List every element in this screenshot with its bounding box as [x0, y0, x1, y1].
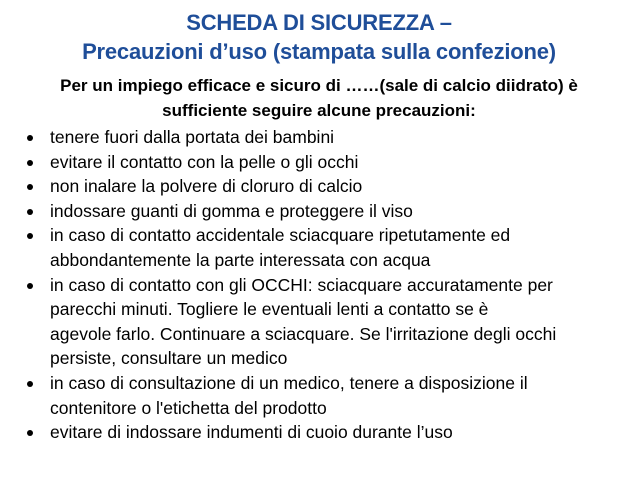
- bullet-icon: [27, 283, 33, 289]
- list-item-text: parecchi minuti. Togliere le eventuali lenti a contatto se è: [50, 299, 489, 320]
- list-item: [24, 223, 624, 272]
- title-line-1: SCHEDA DI SICUREZZA –: [186, 10, 452, 35]
- list-item-text: agevole farlo. Continuare a sciacquare. Se l'irritazione degli occhi: [50, 323, 557, 344]
- list-item-text: tenere fuori dalla portata dei bambini: [50, 127, 335, 147]
- bullet-icon: [27, 209, 33, 215]
- bullet-icon: [27, 184, 33, 190]
- list-item: [24, 420, 624, 445]
- bullet-icon: [27, 160, 33, 166]
- list-item-text: non inalare la polvere di cloruro di calcio: [50, 176, 363, 197]
- bullet-icon: [27, 135, 33, 141]
- bullet-icon: [27, 233, 33, 239]
- list-item-text: contenitore o l'etichetta del prodotto: [50, 397, 327, 418]
- title-line-2: Precauzioni d’uso (stampata sulla confezione): [82, 39, 556, 64]
- list-item: [24, 150, 624, 175]
- bullet-icon: [27, 430, 33, 436]
- precautions-list: [24, 125, 624, 445]
- list-item-text: in caso di consultazione di un medico, tenere a disposizione il: [50, 372, 528, 393]
- bullet-icon: [27, 381, 33, 387]
- slide-subtitle: [14, 73, 624, 123]
- list-item-text: evitare di indossare indumenti di cuoio durante l’uso: [50, 422, 453, 443]
- list-item-text: persiste, consultare un medico: [50, 348, 288, 369]
- slide-title: [10, 8, 628, 66]
- list-item: [24, 199, 624, 224]
- subtitle-line-1: Per un impiego efficace e sicuro di ……(sale di calcio diidrato) è: [60, 76, 578, 95]
- list-item-text: in caso di contatto con gli OCCHI: sciacquare accuratamente per: [50, 274, 553, 295]
- subtitle-line-2: sufficiente seguire alcune precauzioni:: [162, 101, 476, 120]
- list-item-text: evitare il contatto con la pelle o gli occhi: [50, 151, 359, 172]
- list-item-text: in caso di contatto accidentale sciacquare ripetutamente ed: [50, 225, 511, 246]
- list-item: [24, 273, 624, 371]
- list-item: [24, 371, 624, 420]
- list-item-text: abbondantemente la parte interessata con acqua: [50, 249, 431, 270]
- list-item: [24, 174, 624, 199]
- list-item: [24, 125, 624, 150]
- list-item-text: indossare guanti di gomma e proteggere il viso: [50, 200, 413, 221]
